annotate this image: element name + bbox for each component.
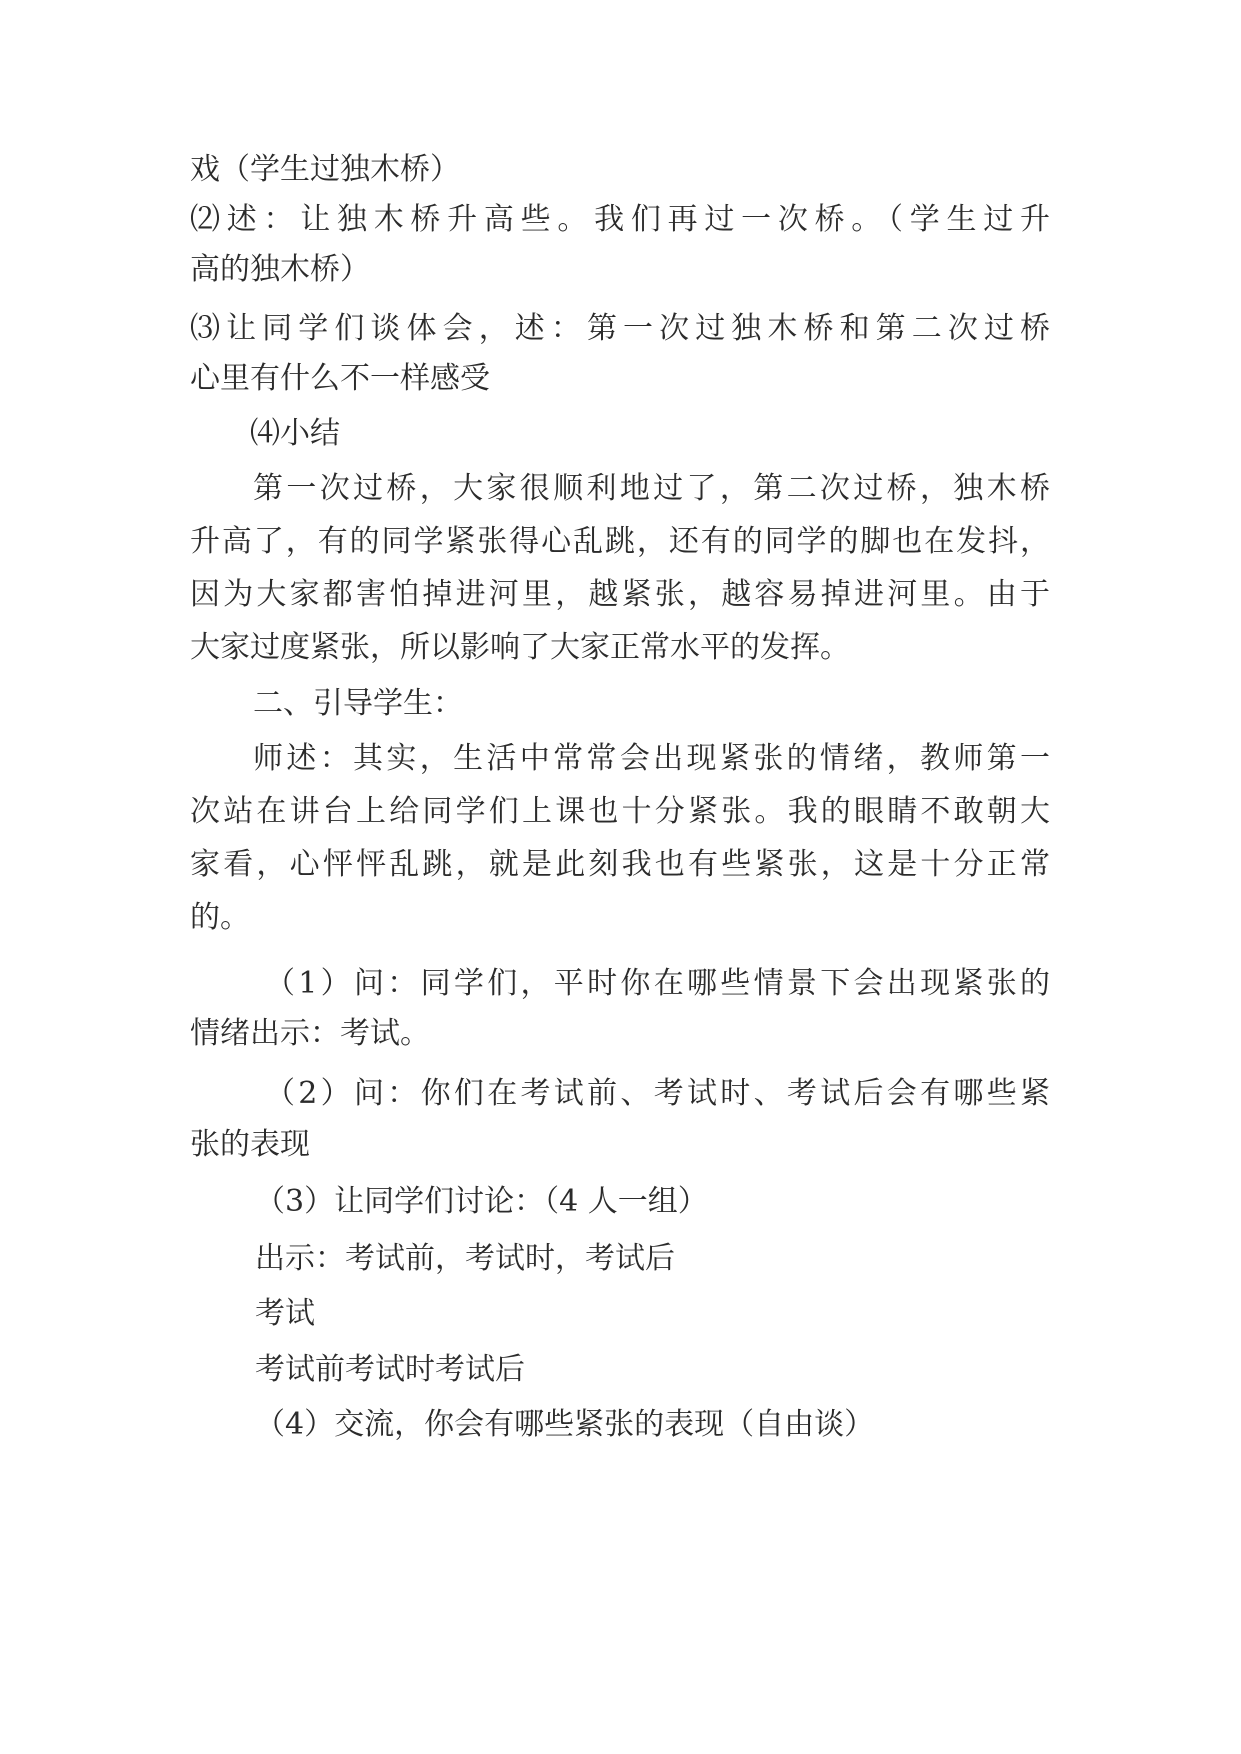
text-line: 因为大家都害怕掉进河里，越紧张，越容易掉进河里。由于 [190, 577, 1050, 612]
text-line: ⑷小结 [250, 416, 340, 451]
text-line: 出示：考试前，考试时，考试后 [255, 1241, 675, 1276]
text-line: （3）让同学们讨论：（4 人一组） [255, 1184, 708, 1219]
text-line: （1）问：同学们，平时你在哪些情景下会出现紧张的 [265, 966, 1050, 1001]
text-line: 张的表现 [190, 1127, 310, 1162]
text-line: （4）交流，你会有哪些紧张的表现（自由谈） [255, 1407, 875, 1442]
text-line: 考试前考试时考试后 [255, 1352, 525, 1387]
text-line: （2）问：你们在考试前、考试时、考试后会有哪些紧 [265, 1076, 1050, 1111]
text-line: 第一次过桥，大家很顺利地过了，第二次过桥，独木桥 [253, 471, 1050, 506]
text-line: 戏（学生过独木桥） [190, 152, 460, 187]
text-line: 大家过度紧张，所以影响了大家正常水平的发挥。 [190, 630, 850, 665]
text-line: 次站在讲台上给同学们上课也十分紧张。我的眼睛不敢朝大 [190, 794, 1050, 829]
section-heading: 二、引导学生： [253, 686, 463, 721]
text-line: 师述：其实，生活中常常会出现紧张的情绪，教师第一 [253, 741, 1050, 776]
text-line: 的。 [190, 900, 250, 935]
text-line: 升高了，有的同学紧张得心乱跳，还有的同学的脚也在发抖， [190, 524, 1050, 559]
text-line: 心里有什么不一样感受 [190, 361, 490, 396]
text-line: 家看，心怦怦乱跳，就是此刻我也有些紧张，这是十分正常 [190, 847, 1050, 882]
text-line: ⑶让同学们谈体会，述：第一次过独木桥和第二次过桥 [190, 311, 1050, 346]
text-line: 高的独木桥） [190, 252, 370, 287]
text-line: 情绪出示：考试。 [190, 1016, 430, 1051]
text-line: 考试 [255, 1296, 315, 1331]
text-line: ⑵述：让独木桥升高些。我们再过一次桥。（学生过升 [190, 202, 1050, 237]
